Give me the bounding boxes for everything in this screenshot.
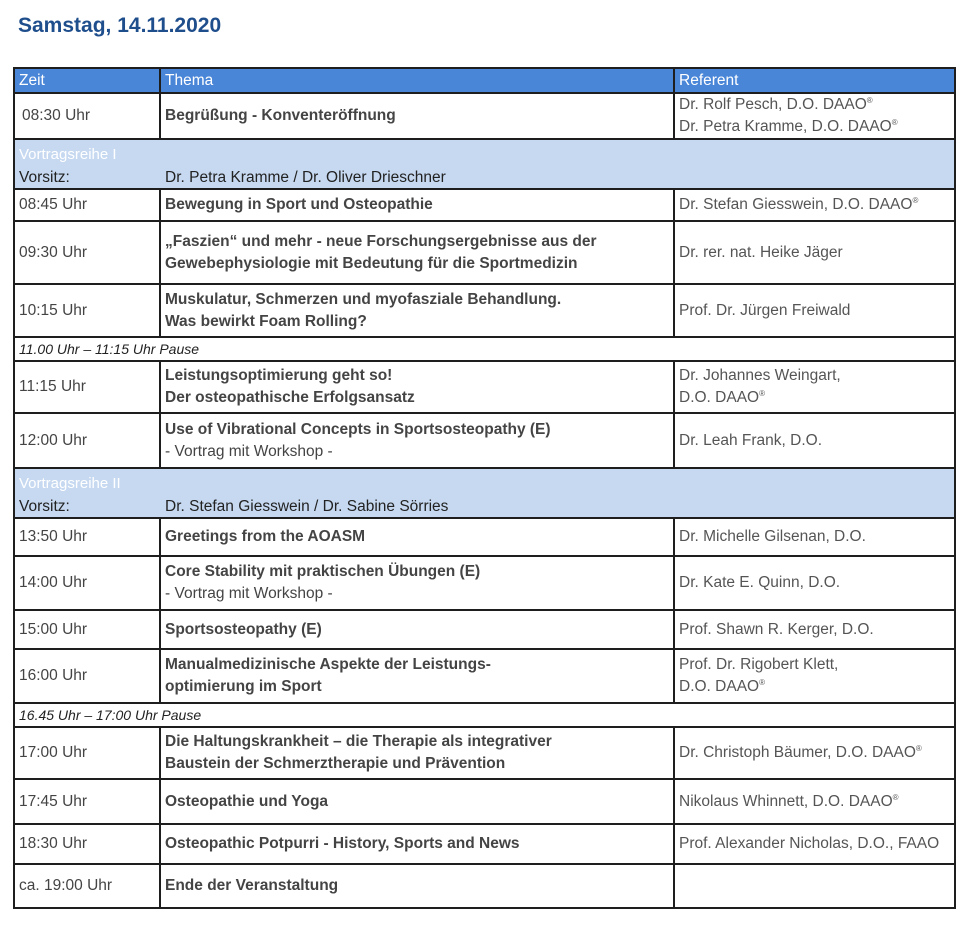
topic-cell: Osteopathic Potpurri - History, Sports and News	[160, 824, 674, 864]
topic-subline: - Vortrag mit Workshop -	[165, 442, 333, 460]
table-header-row	[14, 68, 955, 93]
speaker-cell	[674, 189, 955, 221]
speaker-cell: Prof. Dr. Jürgen Freiwald	[674, 284, 955, 337]
table-row	[14, 556, 955, 610]
table-row	[14, 93, 955, 139]
pause-row	[14, 703, 955, 727]
speaker-cell: Dr. Michelle Gilsenan, D.O.	[674, 518, 955, 556]
table-row	[14, 361, 955, 413]
topic-cell: Osteopathie und Yoga	[160, 779, 674, 824]
header-thema: Thema	[160, 68, 674, 93]
registered-mark: ®	[912, 195, 919, 205]
series-title: Vortragsreihe II	[19, 475, 121, 492]
time-cell: 16:00 Uhr	[14, 649, 160, 703]
series-row	[14, 139, 955, 189]
registered-mark: ®	[891, 117, 898, 127]
table-row	[14, 649, 955, 703]
header-zeit: Zeit	[14, 68, 160, 93]
topic-cell	[160, 413, 674, 468]
topic-line: „Faszien“ und mehr - neue Forschungsergebnisse aus der	[165, 232, 597, 250]
registered-mark: ®	[759, 677, 766, 687]
topic-line: Baustein der Schmerztherapie und Prävention	[165, 755, 506, 772]
time-cell: 08:45 Uhr	[14, 189, 160, 221]
registered-mark: ®	[915, 743, 922, 753]
time-cell: 12:00 Uhr	[14, 413, 160, 468]
speaker-cell: Dr. Kate E. Quinn, D.O.	[674, 556, 955, 610]
speaker-name: D.O. DAAO	[679, 389, 760, 406]
speaker-cell: Dr. Leah Frank, D.O.	[674, 413, 955, 468]
pause-text: 11.00 Uhr – 11:15 Uhr Pause	[14, 337, 955, 361]
speaker-cell	[674, 361, 955, 413]
speaker-cell	[674, 864, 955, 908]
table-row	[14, 284, 955, 337]
speaker-name: Dr. Petra Kramme, D.O. DAAO	[679, 118, 892, 135]
speaker-name: Dr. Stefan Giesswein, D.O. DAAO	[679, 196, 913, 213]
topic-line: Die Haltungskrankheit – die Therapie als integrativer	[165, 733, 552, 750]
table-row	[14, 189, 955, 221]
topic-cell: Begrüßung - Konventeröffnung	[160, 93, 674, 139]
table-row	[14, 864, 955, 908]
time-cell: 10:15 Uhr	[14, 284, 160, 337]
topic-line: Was bewirkt Foam Rolling?	[165, 312, 367, 330]
topic-subline: - Vortrag mit Workshop -	[165, 585, 333, 602]
speaker-name: Prof. Dr. Rigobert Klett,	[679, 656, 839, 673]
topic-cell: Ende der Veranstaltung	[160, 864, 674, 908]
speaker-name: Dr. Christoph Bäumer, D.O. DAAO	[679, 744, 916, 761]
topic-cell	[160, 649, 674, 703]
speaker-name: Dr. Johannes Weingart,	[679, 367, 841, 384]
header-referent: Referent	[674, 68, 955, 93]
time-cell: 08:30 Uhr	[14, 93, 160, 139]
program-table	[13, 67, 956, 909]
table-row	[14, 727, 955, 779]
time-cell: 14:00 Uhr	[14, 556, 160, 610]
topic-cell	[160, 361, 674, 413]
topic-cell: Sportsosteopathy (E)	[160, 610, 674, 649]
vorsitz-label: Vorsitz:	[19, 498, 70, 515]
speaker-cell	[674, 779, 955, 824]
table-row	[14, 610, 955, 649]
time-cell: 13:50 Uhr	[14, 518, 160, 556]
vorsitz-names: Dr. Stefan Giesswein / Dr. Sabine Sörries	[165, 498, 449, 515]
time-cell: 11:15 Uhr	[14, 361, 160, 413]
topic-cell	[160, 556, 674, 610]
topic-line: Core Stability mit praktischen Übungen (E)	[165, 563, 481, 580]
speaker-name: Nikolaus Whinnett, D.O. DAAO	[679, 792, 893, 810]
topic-line: Use of Vibrational Concepts in Sportsosteopathy (E)	[165, 420, 551, 438]
speaker-name: Dr. Rolf Pesch, D.O. DAAO	[679, 96, 867, 113]
time-cell: 17:45 Uhr	[14, 779, 160, 824]
series-title: Vortragsreihe I	[19, 146, 117, 163]
topic-line: Leistungsoptimierung geht so!	[165, 367, 393, 384]
time-cell: 15:00 Uhr	[14, 610, 160, 649]
page-title: Samstag, 14.11.2020	[18, 14, 222, 37]
speaker-cell	[674, 649, 955, 703]
speaker-cell: Prof. Alexander Nicholas, D.O., FAAO	[674, 824, 955, 864]
topic-line: Manualmedizinische Aspekte der Leistungs-	[165, 656, 491, 673]
table-row	[14, 413, 955, 468]
registered-mark: ®	[759, 388, 766, 398]
table-row	[14, 824, 955, 864]
topic-cell	[160, 221, 674, 284]
speaker-name: D.O. DAAO	[679, 678, 760, 695]
vorsitz-names: Dr. Petra Kramme / Dr. Oliver Drieschner	[165, 169, 446, 186]
speaker-cell: Dr. rer. nat. Heike Jäger	[674, 221, 955, 284]
vorsitz-label: Vorsitz:	[19, 169, 70, 186]
pause-row	[14, 337, 955, 361]
time-cell: 17:00 Uhr	[14, 727, 160, 779]
topic-cell: Greetings from the AOASM	[160, 518, 674, 556]
speaker-cell: Prof. Shawn R. Kerger, D.O.	[674, 610, 955, 649]
table-row	[14, 221, 955, 284]
table-row	[14, 518, 955, 556]
series-row	[14, 468, 955, 518]
topic-line: optimierung im Sport	[165, 678, 322, 695]
topic-cell	[160, 284, 674, 337]
table-row	[14, 779, 955, 824]
topic-line: Gewebephysiologie mit Bedeutung für die Sportmedizin	[165, 254, 578, 272]
topic-cell	[160, 727, 674, 779]
pause-text: 16.45 Uhr – 17:00 Uhr Pause	[14, 703, 955, 727]
topic-line: Der osteopathische Erfolgsansatz	[165, 389, 415, 406]
registered-mark: ®	[892, 792, 899, 802]
time-cell: 09:30 Uhr	[14, 221, 160, 284]
registered-mark: ®	[866, 95, 873, 105]
time-cell: ca. 19:00 Uhr	[14, 864, 160, 908]
speaker-cell	[674, 93, 955, 139]
topic-line: Muskulatur, Schmerzen und myofasziale Behandlung.	[165, 290, 562, 308]
time-cell: 18:30 Uhr	[14, 824, 160, 864]
topic-cell: Bewegung in Sport und Osteopathie	[160, 189, 674, 221]
speaker-cell	[674, 727, 955, 779]
